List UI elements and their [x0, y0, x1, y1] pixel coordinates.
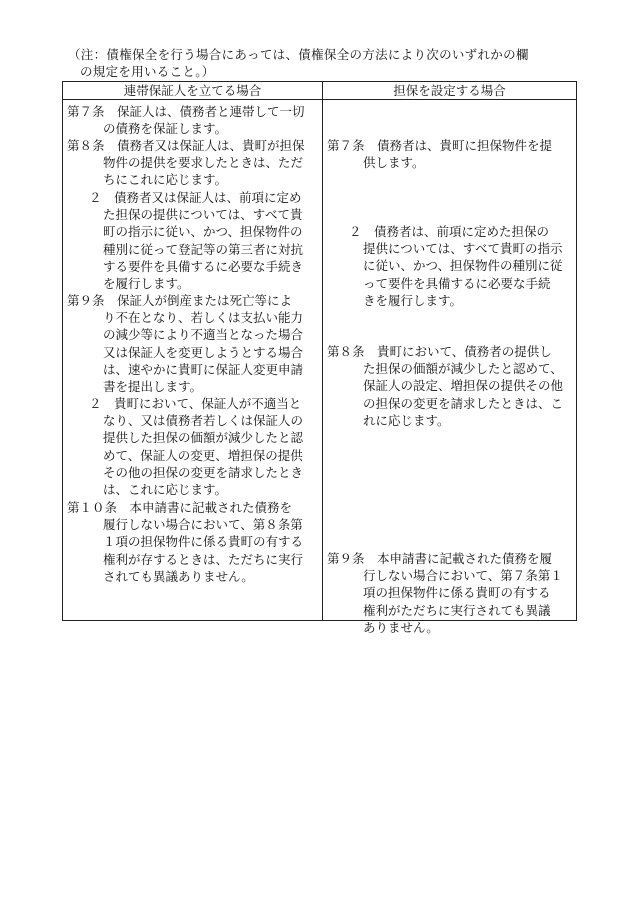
text-line: 履行しない場合において、第８条第 [103, 517, 303, 533]
instruction-note [68, 46, 568, 80]
text-line: 権利がただちに実行されても異議 [363, 602, 551, 618]
left-column-header: 連帯保証人を立てる場合 [63, 82, 323, 100]
right-article-9 [327, 550, 563, 636]
note-line-2: の規定を用いること。） [80, 64, 215, 79]
text-line: 町の指示に従い、かつ、担保物件の [103, 224, 303, 240]
right-column [323, 100, 577, 635]
text-line: は、速やかに貴町に保証人変更申請 [103, 361, 304, 377]
text-line: 権利が存するときは、ただちに実行 [103, 551, 304, 567]
text-line: 第８条 貴町において、債務者の提供し [327, 344, 552, 359]
text-line: の担保の変更を請求したときは、こ [363, 395, 564, 411]
text-line: きを履行します。 [363, 292, 463, 308]
right-article-7 [327, 137, 552, 171]
text-line: れに応じます。 [363, 412, 450, 428]
text-line: 又は保証人を変更しようとする場合 [103, 344, 304, 360]
header-row [63, 82, 577, 100]
text-line: 項の担保物件に係る貴町の有する [363, 585, 551, 601]
text-line: する要件を具備するに必要な手続き [103, 258, 304, 274]
text-line: なり、又は債務者若しくは保証人の [103, 413, 304, 429]
text-line: 供します。 [363, 155, 425, 171]
text-line: 第９条 保証人が倒産または死亡等によ [67, 293, 293, 308]
left-article-10 [67, 499, 303, 585]
text-line: 第９条 本申請書に記載された債務を履 [327, 551, 553, 566]
text-line: に従い、かつ、担保物件の種別に従 [363, 258, 563, 274]
text-line: り不在となり、若しくは支払い能力 [103, 310, 304, 326]
text-line: 行しない場合において、第７条第１ [363, 568, 563, 584]
text-line: 第７条 保証人は、債務者と連帯して一切 [67, 104, 305, 119]
left-article-9-para-2 [67, 395, 303, 498]
text-line: 第７条 債務者は、貴町に担保物件を提 [327, 138, 553, 153]
right-article-8 [327, 343, 563, 429]
text-line: めて、保証人の変更、増担保の提供 [103, 447, 303, 463]
text-line: を履行します。 [103, 276, 190, 292]
right-column-header: 担保を設定する場合 [323, 82, 577, 100]
text-line: その他の担保の変更を請求したとき [103, 464, 304, 480]
text-line: ２ 債務者は、前項に定めた担保の [349, 224, 550, 239]
clause-table [62, 81, 577, 635]
left-article-8 [67, 137, 305, 189]
text-line: 提供については、すべて貴町の指示 [363, 241, 563, 257]
text-line: 書を提出します。 [103, 379, 203, 395]
text-line: 種別に従って登記等の第三者に対抗 [103, 241, 304, 257]
right-article-7-para-2 [327, 223, 563, 309]
left-article-7 [67, 103, 305, 137]
text-line: は、これに応じます。 [103, 482, 228, 498]
text-line: ２ 債務者又は保証人は、前項に定め [89, 190, 302, 205]
text-line: 物件の提供を要求したときは、ただ [103, 155, 304, 171]
text-line: 第８条 債務者又は保証人は、貴町が担保 [67, 138, 305, 153]
left-column [63, 100, 323, 621]
text-line: た担保の提供については、すべて貴 [103, 207, 303, 223]
left-article-9 [67, 292, 303, 395]
text-line: ２ 貴町において、保証人が不適当と [89, 396, 302, 411]
text-line: って要件を具備するに必要な手続 [363, 275, 551, 291]
text-line: た担保の価額が減少したと認めて、 [363, 361, 563, 377]
text-line: ありません。 [363, 619, 439, 635]
left-article-8-para-2 [67, 189, 303, 292]
text-line: 提供した担保の価額が減少したと認 [103, 430, 304, 446]
text-line: ちにこれに応じます。 [103, 172, 228, 188]
text-line: 保証人の設定、増担保の提供その他 [363, 378, 564, 394]
text-line: の減少等により不適当となった場合 [103, 327, 304, 343]
text-line: 第１０条 本申請書に記載された債務を [67, 500, 293, 515]
note-line-1: （注：債権保全を行う場合にあっては、債権保全の方法により次のいずれかの欄 [68, 47, 529, 62]
text-line: の債務を保証します。 [103, 121, 228, 137]
text-line: されても異議ありません。 [103, 568, 254, 584]
text-line: １項の担保物件に係る貴町の有する [103, 534, 304, 550]
body-row [63, 100, 577, 621]
